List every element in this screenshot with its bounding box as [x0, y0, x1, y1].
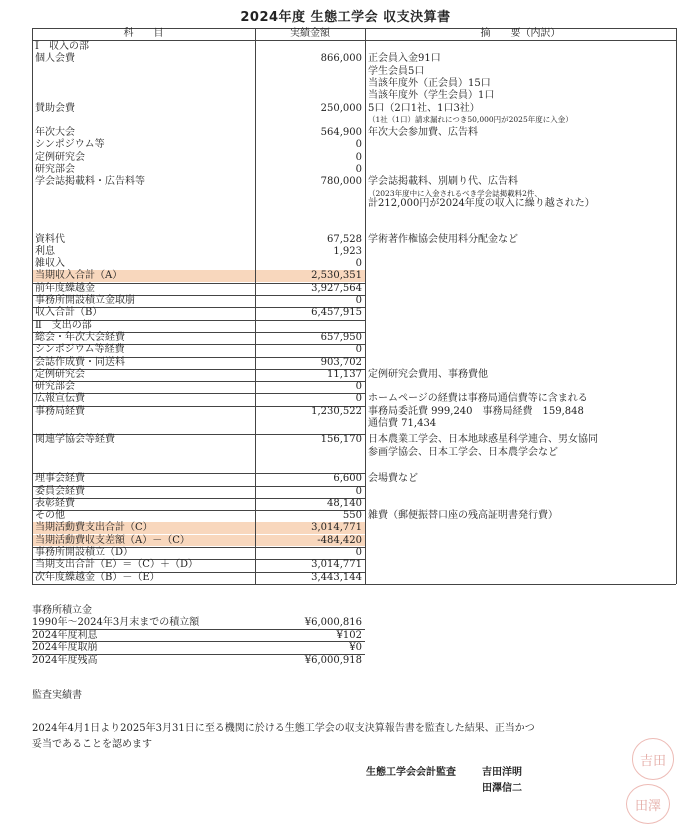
- audit-text-line1: 2024年4月1日より2025年3月31日に至る機関に於ける生態工学会の収支決算報告書を監査した結果、正当かつ: [32, 723, 535, 734]
- row-item: 総会・年次大会経費: [35, 331, 125, 343]
- reserve-rule: [32, 654, 365, 655]
- header-item: 科 目: [123, 28, 164, 39]
- row-amount: 0: [355, 547, 362, 558]
- row-amount: 1,923: [333, 245, 362, 257]
- row-amount: 0: [355, 151, 362, 163]
- row-item: シンポジウム等経費: [35, 344, 125, 356]
- row-item: 定例研究会: [35, 151, 85, 163]
- reserve-label: 2024年度利息: [32, 629, 98, 641]
- row-amount: -484,420: [317, 534, 362, 546]
- row-amount: 0: [355, 164, 362, 175]
- column-rule: [676, 28, 677, 584]
- reserve-label: 2024年度取崩: [32, 642, 98, 653]
- row-item: 当期収入合計（A）: [35, 270, 123, 282]
- row-amount: 0: [355, 344, 362, 356]
- reserve-value: ¥0: [349, 642, 362, 653]
- reserve-value: ¥6,000,918: [304, 654, 362, 666]
- row-item: 広報宣伝費: [35, 393, 85, 405]
- row-amount: 67,528: [327, 233, 362, 245]
- row-item: 事務所開設積立（D）: [35, 547, 134, 558]
- row-item: 表彰経費: [35, 497, 75, 509]
- reserve-heading: 事務所積立金: [32, 605, 92, 616]
- row-item: 利息: [35, 245, 55, 257]
- column-rule: [365, 28, 366, 584]
- column-rule: [255, 28, 256, 584]
- row-item: 研究部会: [35, 164, 75, 175]
- row-item: 雑収入: [35, 258, 65, 270]
- seal-2-text: 田澤: [635, 799, 662, 814]
- row-note: 計212,000円が2024年度の収入に繰り越された）: [368, 198, 595, 210]
- row-amount: 6,457,915: [311, 307, 362, 319]
- row-amount: 3,014,771: [311, 559, 362, 571]
- header-rule: [32, 40, 676, 41]
- row-item: 定例研究会: [35, 368, 85, 380]
- row-item: 当期活動費収支差額（A）－（C）: [35, 534, 190, 546]
- auditor-seal-2: [626, 784, 670, 824]
- reserve-label: 1990年～2024年3月末までの積立額: [32, 617, 200, 628]
- row-note: ホームページの経費は事務局通信費等に含まれる: [368, 393, 588, 405]
- row-item: 次年度繰越金（B）－（E）: [35, 571, 160, 583]
- row-amount: 0: [355, 258, 362, 270]
- row-item: 賛助会費: [35, 102, 75, 114]
- row-item: 前年度繰越金: [35, 282, 95, 294]
- reserve-rule: [32, 629, 365, 630]
- row-item: 研究部会: [35, 381, 75, 393]
- row-amount: 3,443,144: [311, 571, 362, 583]
- auditor-name-1: 吉田洋明: [482, 767, 522, 778]
- row-item: 個人会費: [35, 53, 75, 65]
- row-item: 委員会経費: [35, 485, 85, 497]
- audit-heading: 監査実績書: [32, 690, 82, 701]
- row-note: 日本農業工学会、日本地球惑星科学連合、男女協同: [368, 434, 598, 446]
- row-item: 年次大会: [35, 127, 75, 139]
- row-item: Ⅱ 支出の部: [35, 319, 92, 331]
- financial-statement-table: [32, 28, 676, 585]
- row-note: 5口（2口1社、1口3社）: [368, 102, 480, 114]
- row-amount: 866,000: [320, 53, 362, 65]
- row-amount: 657,950: [320, 331, 362, 343]
- row-amount: 250,000: [320, 102, 362, 114]
- row-rule: [32, 584, 676, 585]
- row-note: 正会員入金91口: [368, 53, 441, 65]
- audit-text-line2: 妥当であることを認めます: [32, 739, 152, 750]
- row-amount: 0: [355, 295, 362, 306]
- row-amount: 564,900: [320, 127, 362, 139]
- column-rule: [32, 28, 33, 584]
- reserve-value: ¥102: [336, 629, 362, 641]
- row-amount: 903,702: [320, 356, 362, 368]
- reserve-rule: [32, 641, 365, 642]
- header-amount: 実績金額: [290, 28, 330, 39]
- row-note: （2023年度中に入金されるべき学会誌掲載料2件、: [368, 188, 542, 198]
- row-amount: 0: [355, 139, 362, 151]
- row-amount: 3,927,564: [311, 282, 362, 294]
- row-item: 当期活動費支出合計（C）: [35, 522, 153, 534]
- header-note: 摘 要（内訳）: [480, 28, 561, 39]
- row-note: 年次大会参加費、広告料: [368, 127, 478, 139]
- row-amount: 780,000: [320, 176, 362, 188]
- row-note: 通信費 71,434: [368, 418, 437, 429]
- row-amount: 48,140: [327, 497, 362, 509]
- row-note: 学会誌掲載料、別刷り代、広告料: [368, 176, 518, 188]
- row-item: 事務局経費: [35, 405, 85, 417]
- row-amount: 0: [355, 393, 362, 405]
- row-item: 資料代: [35, 233, 65, 245]
- row-item: Ⅰ 収入の部: [35, 41, 89, 52]
- row-amount: 0: [355, 485, 362, 497]
- row-item: その他: [35, 510, 65, 522]
- row-note: 学生会員5口: [368, 65, 425, 77]
- row-note: 学術著作権協会使用料分配金など: [368, 233, 518, 245]
- row-item: 当期支出合計（E）＝（C）＋（D）: [35, 559, 198, 571]
- row-item: 学会誌掲載料・広告料等: [35, 176, 145, 188]
- row-amount: 2,530,351: [311, 270, 362, 282]
- row-amount: 1,230,522: [311, 405, 362, 417]
- seal-1-text: 吉田: [640, 754, 667, 769]
- auditor-seal-1: [632, 738, 674, 780]
- row-note: 定例研究会費用、事務費他: [368, 368, 488, 380]
- reserve-label: 2024年度残高: [32, 654, 98, 666]
- row-item: 関連学協会等経費: [35, 434, 115, 446]
- row-item: 会誌作成費・同送料: [35, 356, 125, 368]
- reserve-value: ¥6,000,816: [304, 617, 362, 628]
- row-item: 理事会経費: [35, 473, 85, 485]
- row-amount: 156,170: [320, 434, 362, 446]
- row-note: 当該年度外（学生会員）1口: [368, 90, 495, 102]
- row-note: 当該年度外（正会員）15口: [368, 77, 491, 89]
- row-amount: 550: [342, 510, 362, 522]
- row-amount: 11,137: [327, 368, 362, 380]
- row-amount: 6,600: [333, 473, 362, 485]
- row-note: 雑費（郵便振替口座の残高証明書発行費）: [368, 510, 558, 522]
- row-item: 収入合計（B）: [35, 307, 103, 319]
- document-title: 2024年度 生態工学会 収支決算書: [240, 10, 451, 25]
- row-amount: 3,014,771: [311, 522, 362, 534]
- auditors-label: 生態工学会会計監査: [366, 767, 456, 778]
- auditor-name-2: 田澤信二: [482, 783, 522, 794]
- row-note: 参画学協会、日本工学会、日本農学会など: [368, 446, 558, 458]
- row-item: 事務所開設積立金取崩: [35, 295, 135, 306]
- row-note: （1社（1口）請求漏れにつき50,000円が2025年度に入金）: [368, 114, 573, 124]
- row-amount: 0: [355, 381, 362, 393]
- row-item: シンポジウム等: [35, 139, 105, 151]
- row-note: 会場費など: [368, 473, 418, 485]
- row-note: 事務局委託費 999,240 事務局経費 159,848: [368, 405, 584, 417]
